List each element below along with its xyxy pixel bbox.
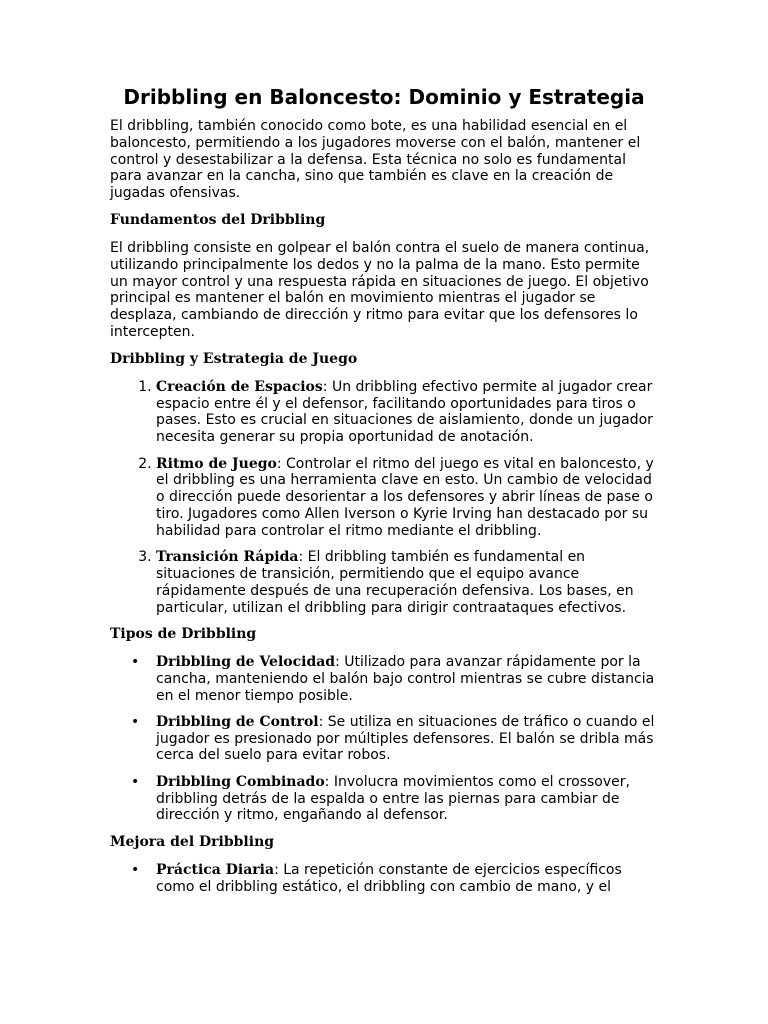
list-item-term: Ritmo de Juego bbox=[156, 455, 277, 472]
intro-paragraph: El dribbling, también conocido como bote, es una habilidad esencial en el baloncesto, permitiendo a los jugadores moverse con el balón, mantener el control y desestabilizar a la defensa. Esta técnica no solo es fundamental para avanzar en la cancha, sino que también es clave en la creación de jugadas ofensivas. bbox=[110, 118, 641, 202]
section-heading-tipos: Tipos de Dribbling bbox=[110, 625, 257, 642]
list-item-text: : Utilizado para avanzar rápidamente por la cancha, manteniendo el balón bajo control mientras se cubre distancia en el menor tiempo posible. bbox=[156, 653, 655, 704]
document-title: Dribbling en Baloncesto: Dominio y Estrategia bbox=[123, 85, 645, 109]
tipos-list bbox=[110, 654, 658, 824]
document-page bbox=[110, 84, 658, 905]
estrategia-list bbox=[110, 379, 658, 617]
section-heading-fundamentos: Fundamentos del Dribbling bbox=[110, 211, 326, 228]
section-heading-estrategia: Dribbling y Estrategia de Juego bbox=[110, 350, 358, 367]
list-item bbox=[156, 549, 658, 616]
bullet-icon: • bbox=[131, 713, 140, 730]
list-item-text: : La repetición constante de ejercicios específicos como el dribbling estático, el dribbling con cambio de mano, y el bbox=[156, 861, 622, 895]
bullet-icon: • bbox=[131, 653, 140, 670]
list-item bbox=[131, 653, 658, 704]
bullet-icon: • bbox=[131, 773, 140, 790]
list-item-term: Práctica Diaria bbox=[156, 861, 275, 878]
list-item-text: : Se utiliza en situaciones de tráfico o cuando el jugador es presionado por múltiples defensores. El balón se dribla más cerca del suelo para evitar robos. bbox=[156, 713, 655, 764]
list-item-term: Creación de Espacios bbox=[156, 378, 323, 395]
list-item-text: : Involucra movimientos como el crossover, dribbling detrás de la espalda o entre las piernas para cambiar de dirección y ritmo, engañando al defensor. bbox=[156, 773, 630, 824]
mejora-list bbox=[110, 862, 658, 896]
fundamentos-paragraph: El dribbling consiste en golpear el balón contra el suelo de manera continua, utilizando principalmente los dedos y no la palma de la mano. Esto permite un mayor control y una respuesta rápida en situaciones de juego. El objetivo principal es mantener el balón en movimiento mientras el jugador se desplaza, cambiando de dirección y ritmo para evitar que los defensores lo intercepten. bbox=[110, 239, 650, 340]
list-item-text: : Controlar el ritmo del juego es vital en baloncesto, y el dribbling es una herramienta clave en esto. Un cambio de velocidad o dirección puede desorientar a los defensores y abrir líneas de pase o tiro. Jugadores como Allen Iverson o Kyrie Irving han destacado por su habilidad para controlar el ritmo mediante el dribbling. bbox=[156, 455, 654, 539]
list-item bbox=[131, 773, 658, 824]
list-item bbox=[156, 456, 658, 540]
list-item-term: Dribbling de Velocidad bbox=[156, 653, 336, 670]
list-item-term: Dribbling Combinado bbox=[156, 773, 325, 790]
list-item bbox=[131, 861, 658, 896]
bullet-icon: • bbox=[131, 861, 140, 878]
list-item-text: : El dribbling también es fundamental en situaciones de transición, permitiendo que el equipo avance rápidamente después de una recuperación defensiva. Los bases, en particular, utilizan el dribbling para dirigir contraataques efectivos. bbox=[156, 549, 634, 616]
list-item-text: : Un dribbling efectivo permite al jugador crear espacio entre él y el defensor, facilitando oportunidades para tiros o pases. Esto es crucial en situaciones de aislamiento, donde un jugador necesita generar su propia oportunidad de anotación. bbox=[156, 378, 653, 446]
list-item bbox=[156, 379, 658, 446]
list-item-term: Dribbling de Control bbox=[156, 713, 319, 730]
list-item bbox=[131, 713, 658, 764]
list-item-term: Transición Rápida bbox=[156, 549, 299, 566]
section-heading-mejora: Mejora del Dribbling bbox=[110, 833, 275, 850]
